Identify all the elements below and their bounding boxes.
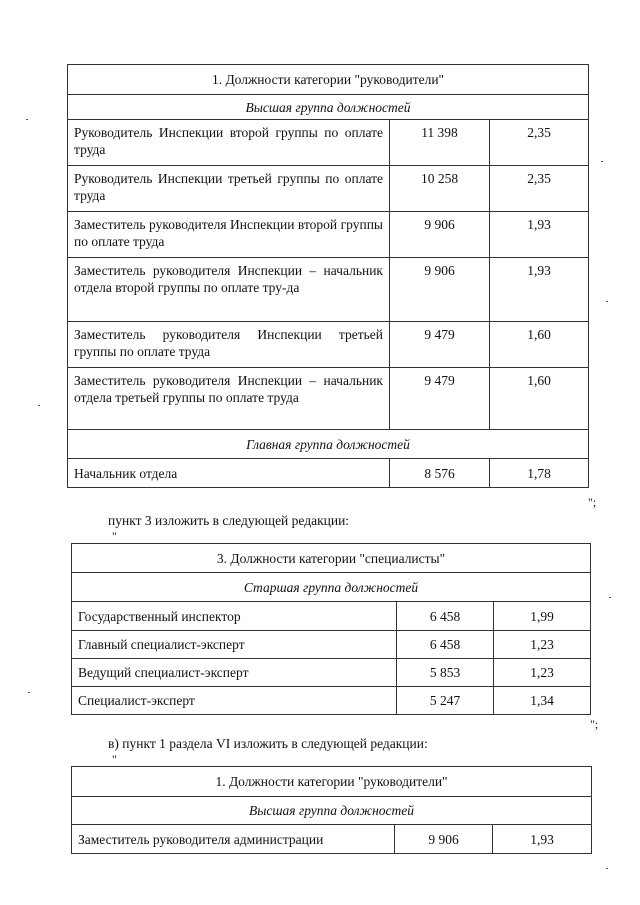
table-row xyxy=(68,120,589,166)
position-name: Начальник отдела xyxy=(68,459,390,488)
amendment-paragraph: пункт 3 изложить в следующей редакции: xyxy=(108,513,350,528)
coef-cell: 1,60 xyxy=(490,368,589,430)
scan-speck xyxy=(606,868,608,869)
table-row xyxy=(68,459,589,488)
scan-speck xyxy=(28,692,30,693)
coef-cell: 2,35 xyxy=(490,166,589,212)
scan-speck xyxy=(38,405,40,406)
closing-quote: "; xyxy=(588,495,597,509)
table-row xyxy=(72,631,591,659)
coef-cell: 1,93 xyxy=(490,258,589,322)
salary-cell: 11 398 xyxy=(390,120,490,166)
coef-cell: 1,93 xyxy=(493,825,592,854)
salary-cell: 5 853 xyxy=(397,659,494,687)
group-heading: Старшая группа должностей xyxy=(72,573,591,602)
closing-quote: "; xyxy=(590,717,599,731)
table-row xyxy=(68,368,589,430)
position-name: Заместитель руководителя Инспекции – начальник отдела третьей группы по оплате труда xyxy=(68,368,390,430)
table-administration xyxy=(71,766,592,854)
salary-cell: 8 576 xyxy=(390,459,490,488)
coef-cell: 2,35 xyxy=(490,120,589,166)
position-name: Ведущий специалист-эксперт xyxy=(72,659,397,687)
position-name: Заместитель руководителя Инспекции второй группы по оплате труда xyxy=(68,212,390,258)
coef-cell: 1,93 xyxy=(490,212,589,258)
coef-cell: 1,23 xyxy=(494,659,591,687)
position-name: Государственный инспектор xyxy=(72,602,397,631)
opening-quote: " xyxy=(112,529,117,543)
group-heading: Высшая группа должностей xyxy=(72,797,592,825)
coef-cell: 1,99 xyxy=(494,602,591,631)
opening-quote: " xyxy=(112,752,117,766)
position-name: Специалист-эксперт xyxy=(72,687,397,715)
scan-speck xyxy=(601,161,603,162)
salary-cell: 9 906 xyxy=(390,212,490,258)
position-name: Заместитель руководителя Инспекции третьей группы по оплате труда xyxy=(68,322,390,368)
salary-cell: 5 247 xyxy=(397,687,494,715)
position-name: Руководитель Инспекции второй группы по оплате труда xyxy=(68,120,390,166)
table-row xyxy=(72,602,591,631)
coef-cell: 1,34 xyxy=(494,687,591,715)
position-name: Главный специалист-эксперт xyxy=(72,631,397,659)
scan-speck xyxy=(606,301,608,302)
coef-cell: 1,78 xyxy=(490,459,589,488)
position-name: Заместитель руководителя администрации xyxy=(72,825,395,854)
table-specialists xyxy=(71,543,591,715)
coef-cell: 1,60 xyxy=(490,322,589,368)
amendment-paragraph: в) пункт 1 раздела VI изложить в следующей редакции: xyxy=(108,736,428,751)
table-row xyxy=(68,258,589,322)
salary-cell: 6 458 xyxy=(397,602,494,631)
table-row xyxy=(68,322,589,368)
coef-cell: 1,23 xyxy=(494,631,591,659)
position-name: Руководитель Инспекции третьей группы по оплате труда xyxy=(68,166,390,212)
table-header: 1. Должности категории "руководители" xyxy=(72,767,592,797)
table-row xyxy=(72,687,591,715)
salary-cell: 6 458 xyxy=(397,631,494,659)
salary-cell: 10 258 xyxy=(390,166,490,212)
salary-cell: 9 479 xyxy=(390,368,490,430)
table-row xyxy=(68,166,589,212)
position-name: Заместитель руководителя Инспекции – начальник отдела второй группы по оплате тру-да xyxy=(68,258,390,322)
group-heading: Главная группа должностей xyxy=(68,430,589,459)
table-row xyxy=(68,212,589,258)
scan-speck xyxy=(26,119,28,120)
table-row xyxy=(72,825,592,854)
salary-cell: 9 906 xyxy=(395,825,493,854)
table-header: 3. Должности категории "специалисты" xyxy=(72,544,591,573)
table-managers xyxy=(67,64,589,488)
salary-cell: 9 906 xyxy=(390,258,490,322)
table-row xyxy=(72,659,591,687)
group-heading: Высшая группа должностей xyxy=(68,95,589,120)
scan-speck xyxy=(609,597,611,598)
salary-cell: 9 479 xyxy=(390,322,490,368)
table-header: 1. Должности категории "руководители" xyxy=(68,65,589,95)
